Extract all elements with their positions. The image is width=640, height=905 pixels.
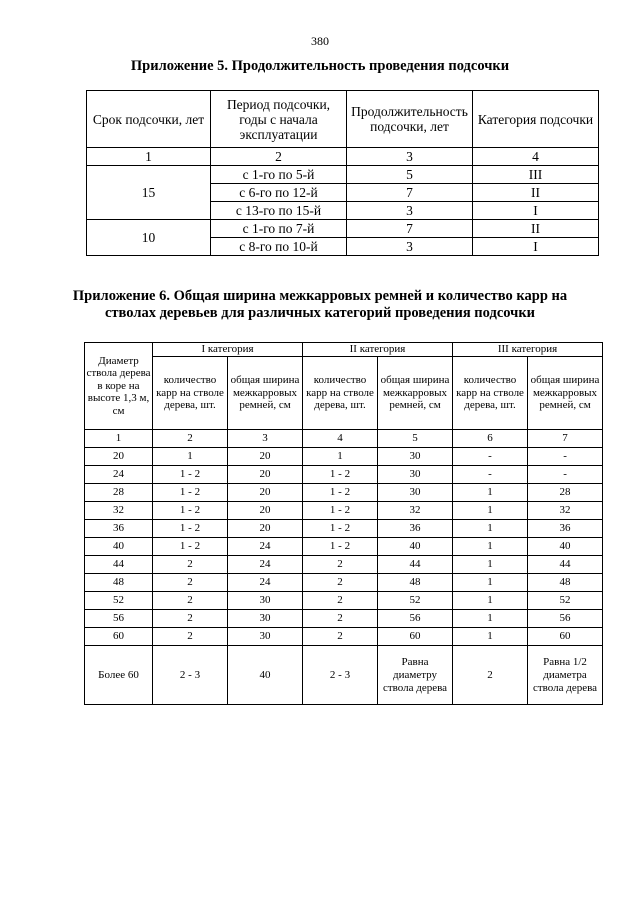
period-cell: с 6-го по 12-й <box>211 184 347 202</box>
table-cell: - <box>528 448 603 466</box>
table-cell: 1 - 2 <box>153 538 228 556</box>
table-cell: 60 <box>85 628 153 646</box>
table-header-row <box>87 91 599 148</box>
table-cell: 36 <box>378 520 453 538</box>
table-row <box>85 610 603 628</box>
table-cell: 2 <box>453 646 528 705</box>
index-cell: 3 <box>347 148 473 166</box>
table-cell: 2 <box>153 610 228 628</box>
category-cell: II <box>473 184 599 202</box>
table-cell: 30 <box>378 466 453 484</box>
table-cell: 20 <box>228 466 303 484</box>
table-cell: 1 <box>453 610 528 628</box>
table-cell: 28 <box>85 484 153 502</box>
table-cell: 24 <box>228 574 303 592</box>
index-cell: 3 <box>228 430 303 448</box>
table-cell: 2 <box>153 574 228 592</box>
table-cell: Равна 1/2 диаметра ствола дерева <box>528 646 603 705</box>
table-cell: 1 <box>453 574 528 592</box>
subheader-count: количество карр на стволе дерева, шт. <box>153 357 228 430</box>
category-cell: I <box>473 202 599 220</box>
table-cell: 1 - 2 <box>303 538 378 556</box>
duration-table <box>86 90 599 256</box>
table-cell: 24 <box>228 538 303 556</box>
table-cell: 20 <box>228 520 303 538</box>
table-cell: 60 <box>528 628 603 646</box>
table-cell: 28 <box>528 484 603 502</box>
table-cell: - <box>453 448 528 466</box>
table-cell: 52 <box>528 592 603 610</box>
table-cell: 30 <box>378 484 453 502</box>
table-cell: - <box>528 466 603 484</box>
table-cell: 20 <box>85 448 153 466</box>
table-cell: 40 <box>378 538 453 556</box>
table-header-row <box>85 343 603 357</box>
table-row <box>85 628 603 646</box>
table-cell: 40 <box>228 646 303 705</box>
table-cell: 1 <box>453 538 528 556</box>
subheader-count: количество карр на стволе дерева, шт. <box>303 357 378 430</box>
table-row <box>85 484 603 502</box>
table-cell: 20 <box>228 502 303 520</box>
table-cell: 2 <box>303 592 378 610</box>
appendix6-title <box>0 288 640 322</box>
table-cell: 2 <box>153 628 228 646</box>
header-category-1: I категория <box>153 343 303 357</box>
table-row <box>85 592 603 610</box>
header-term: Срок подсочки, лет <box>87 91 211 148</box>
table-row <box>87 220 599 238</box>
term-cell: 15 <box>87 166 211 220</box>
belt-width-table <box>84 342 603 705</box>
header-duration: Продолжительность подсочки, лет <box>347 91 473 148</box>
duration-cell: 7 <box>347 184 473 202</box>
table-row <box>85 520 603 538</box>
header-category-2: II категория <box>303 343 453 357</box>
table-cell: 30 <box>228 592 303 610</box>
table-cell: 36 <box>528 520 603 538</box>
index-cell: 6 <box>453 430 528 448</box>
table-cell: 2 <box>303 574 378 592</box>
table-cell: - <box>453 466 528 484</box>
header-period: Период подсочки, годы с начала эксплуатации <box>211 91 347 148</box>
table-cell: 1 <box>453 520 528 538</box>
table-cell: 56 <box>528 610 603 628</box>
table-cell: Более 60 <box>85 646 153 705</box>
table-cell: 2 <box>303 556 378 574</box>
table-cell: 2 - 3 <box>153 646 228 705</box>
period-cell: с 1-го по 7-й <box>211 220 347 238</box>
header-category: Категория подсочки <box>473 91 599 148</box>
table-row <box>85 538 603 556</box>
table-row <box>85 502 603 520</box>
table-cell: 52 <box>85 592 153 610</box>
index-cell: 5 <box>378 430 453 448</box>
index-cell: 1 <box>85 430 153 448</box>
category-cell: I <box>473 238 599 256</box>
table-cell: 32 <box>378 502 453 520</box>
table-cell: 48 <box>378 574 453 592</box>
index-cell: 2 <box>211 148 347 166</box>
table-row <box>85 448 603 466</box>
index-cell: 1 <box>87 148 211 166</box>
header-category-3: III категория <box>453 343 603 357</box>
table-cell: 60 <box>378 628 453 646</box>
table-cell: 1 - 2 <box>303 484 378 502</box>
table-cell: 56 <box>378 610 453 628</box>
table-cell: 24 <box>228 556 303 574</box>
table-cell: 1 <box>453 484 528 502</box>
table-cell: 1 <box>453 592 528 610</box>
table-cell: 40 <box>528 538 603 556</box>
table-cell: 1 <box>453 628 528 646</box>
subheader-width: общая ширина межкарровых ремней, см <box>378 357 453 430</box>
subheader-count: количество карр на стволе дерева, шт. <box>453 357 528 430</box>
subheader-width: общая ширина межкарровых ремней, см <box>228 357 303 430</box>
table-cell: 1 <box>153 448 228 466</box>
appendix5-title: Приложение 5. Продолжительность проведения подсочки <box>130 58 510 74</box>
duration-cell: 7 <box>347 220 473 238</box>
index-row <box>87 148 599 166</box>
header-diameter: Диаметр ствола дерева в коре на высоте 1,3 м, см <box>85 343 153 430</box>
table-cell: 1 <box>453 502 528 520</box>
table-cell: 32 <box>85 502 153 520</box>
table-row <box>85 646 603 705</box>
table-subheader-row <box>85 357 603 430</box>
table-cell: 1 - 2 <box>153 502 228 520</box>
table-cell: 48 <box>85 574 153 592</box>
duration-cell: 5 <box>347 166 473 184</box>
table-cell: 44 <box>378 556 453 574</box>
appendix6-title-line: стволах деревьев для различных категорий проведения подсочки <box>104 305 536 321</box>
subheader-width: общая ширина межкарровых ремней, см <box>528 357 603 430</box>
table-cell: 44 <box>85 556 153 574</box>
table-cell: 1 - 2 <box>303 520 378 538</box>
table-cell: 40 <box>85 538 153 556</box>
table-cell: 56 <box>85 610 153 628</box>
table-cell: 30 <box>228 628 303 646</box>
table-cell: 36 <box>85 520 153 538</box>
index-cell: 7 <box>528 430 603 448</box>
table-cell: 2 <box>153 556 228 574</box>
appendix6-title-line: Приложение 6. Общая ширина межкарровых ремней и количество карр на <box>72 288 568 304</box>
index-row <box>85 430 603 448</box>
table-cell: 2 <box>303 628 378 646</box>
page-number: 380 <box>311 34 329 48</box>
table-cell: 1 - 2 <box>303 466 378 484</box>
table-row <box>85 574 603 592</box>
table-cell: 32 <box>528 502 603 520</box>
table-cell: Равна диаметру ствола дерева <box>378 646 453 705</box>
table-cell: 1 <box>453 556 528 574</box>
period-cell: с 1-го по 5-й <box>211 166 347 184</box>
category-cell: III <box>473 166 599 184</box>
table-cell: 20 <box>228 484 303 502</box>
term-cell: 10 <box>87 220 211 256</box>
category-cell: II <box>473 220 599 238</box>
table-cell: 2 <box>153 592 228 610</box>
table-cell: 48 <box>528 574 603 592</box>
table-cell: 2 - 3 <box>303 646 378 705</box>
table-cell: 1 - 2 <box>153 466 228 484</box>
table-row <box>85 466 603 484</box>
table-cell: 30 <box>378 448 453 466</box>
duration-cell: 3 <box>347 238 473 256</box>
index-cell: 2 <box>153 430 228 448</box>
duration-cell: 3 <box>347 202 473 220</box>
table-cell: 1 <box>303 448 378 466</box>
period-cell: с 8-го по 10-й <box>211 238 347 256</box>
table-cell: 24 <box>85 466 153 484</box>
table-cell: 52 <box>378 592 453 610</box>
table-row <box>87 166 599 184</box>
table-cell: 20 <box>228 448 303 466</box>
table-cell: 30 <box>228 610 303 628</box>
table-cell: 2 <box>303 610 378 628</box>
index-cell: 4 <box>303 430 378 448</box>
table-row <box>85 556 603 574</box>
table-cell: 1 - 2 <box>303 502 378 520</box>
index-cell: 4 <box>473 148 599 166</box>
table-cell: 1 - 2 <box>153 484 228 502</box>
table-cell: 1 - 2 <box>153 520 228 538</box>
period-cell: с 13-го по 15-й <box>211 202 347 220</box>
table-cell: 44 <box>528 556 603 574</box>
